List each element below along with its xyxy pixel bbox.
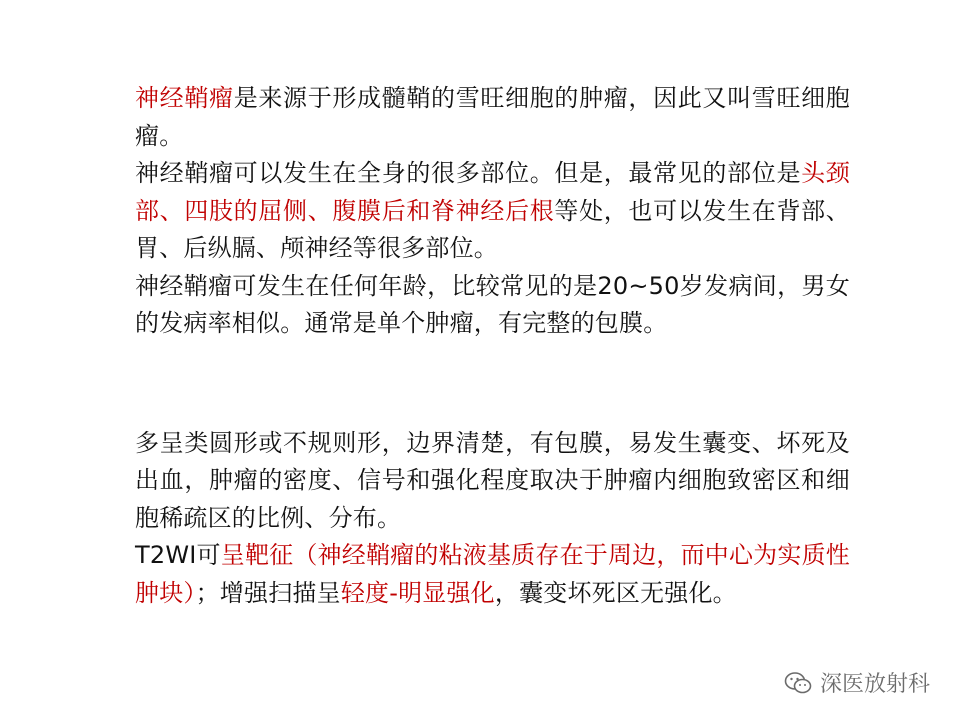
paragraph-text: 是来源于形成髓鞘的雪旺细胞的肿瘤，因此又叫雪旺细胞瘤。 (135, 84, 850, 150)
paragraph-text: T2WI可 (135, 541, 221, 569)
paragraph-t2wi (135, 537, 850, 612)
watermark (784, 667, 930, 698)
highlight-term: 神经鞘瘤 (135, 84, 234, 112)
paragraph-text: ；增强扫描呈 (195, 578, 341, 607)
paragraph-text: 神经鞘瘤可发生在任何年龄，比较常见的是20~50岁发病间，男女的发病率相似。通常是单个肿瘤，有完整的包膜。 (135, 271, 850, 337)
paragraph-locations (135, 155, 850, 268)
highlight-enhancement: 轻度-明显强化 (340, 578, 495, 607)
paragraph-text: 等处，也可以发生在背部、胃、后纵膈、颅神经等很多部位。 (135, 196, 850, 262)
paragraph-text: ，囊变坏死区无强化。 (494, 578, 737, 607)
highlight-target-sign: 呈靶征（神经鞘瘤的粘液基质存在于周边，而中心为实质性肿块） (135, 541, 850, 607)
paragraph-text: 神经鞘瘤可以发生在全身的很多部位。但是，最常见的部位是 (135, 159, 802, 187)
paragraph-text: 多呈类圆形或不规则形，边界清楚，有包膜，易发生囊变、坏死及出血，肿瘤的密度、信号和强化程度取决于肿瘤内细胞致密区和细胞稀疏区的比例、分布。 (135, 428, 850, 532)
paragraph-age (135, 268, 850, 343)
paragraph-definition (135, 80, 850, 155)
slide-content (135, 80, 850, 612)
watermark-text: 深医放射科 (819, 672, 930, 697)
paragraph-imaging (135, 425, 850, 538)
section-gap (135, 343, 850, 425)
highlight-locations: 头颈部、四肢的屈侧、腹膜后和脊神经后根 (135, 159, 850, 225)
wechat-icon (784, 671, 812, 695)
